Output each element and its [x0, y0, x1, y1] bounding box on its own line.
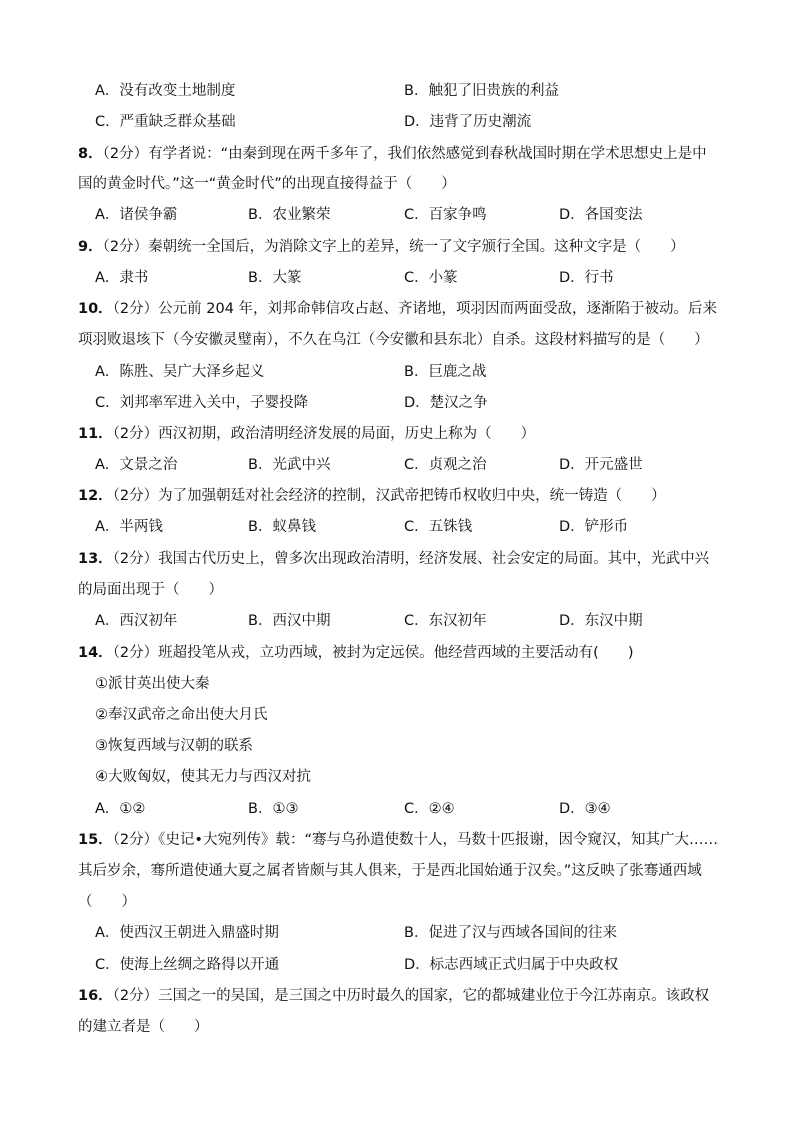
- q9-option-d: D．行书: [559, 270, 614, 286]
- q14-options: [0, 798, 794, 820]
- q8-stem-line2: 国的黄金时代。”这一“黄金时代”的出现直接得益于（ ）: [78, 176, 456, 192]
- q13-option-d: D．东汉中期: [559, 613, 643, 629]
- q10-option-c: C．刘邦率军进入关中，子婴投降: [95, 395, 309, 411]
- q14-item-1-text: ①派甘英出使大秦: [95, 676, 210, 692]
- q15-number: 15．: [78, 832, 113, 848]
- q7-option-d: D．违背了历史潮流: [404, 114, 532, 130]
- q13-options: [0, 610, 794, 632]
- q13-option-c: C．东汉初年: [404, 613, 487, 629]
- q14-option-d: D．③④: [559, 801, 611, 817]
- q15-option-b: B．促进了汉与西域各国间的往来: [404, 925, 617, 941]
- q14-number: 14．: [78, 645, 113, 661]
- q15-option-a: A．使西汉王朝进入鼎盛时期: [95, 925, 279, 941]
- q13-option-a: A．西汉初年: [95, 613, 178, 629]
- q7-option-a: A．没有改变土地制度: [95, 83, 236, 99]
- q7-options-row1: [0, 80, 794, 102]
- q13-stem-line1: [78, 548, 794, 570]
- q10-option-a: A．陈胜、吴广大泽乡起义: [95, 364, 265, 380]
- q15-stem-line2: 其后岁余，骞所遣使通大夏之属者皆颇与其人俱来，于是西北国始通于汉矣。”这反映了张骞通西域: [78, 863, 702, 879]
- q14-item-4-text: ④大败匈奴，使其无力与西汉对抗: [95, 769, 311, 785]
- q11-option-d: D．开元盛世: [559, 457, 643, 473]
- q12-stem-text1: （2分）为了加强朝廷对社会经济的控制，汉武帝把铸币权收归中央，统一铸造（ ）: [112, 488, 666, 504]
- q9-stem-line1: [78, 236, 794, 258]
- q10-stem-text1: （2分）公元前 204 年，刘邦命韩信攻占赵、齐诸地，项羽因而两面受敌，逐渐陷于被动。后来: [112, 301, 718, 317]
- q14-item-3: [0, 735, 794, 757]
- q7-option-c: C．严重缺乏群众基础: [95, 114, 236, 130]
- q15-option-c: C．使海上丝绸之路得以开通: [95, 957, 280, 973]
- q10-option-b: B．巨鹿之战: [404, 364, 487, 380]
- q9-option-c: C．小篆: [404, 270, 458, 286]
- q14-item-3-text: ③恢复西域与汉朝的联系: [95, 738, 253, 754]
- q13-option-b: B．西汉中期: [248, 613, 331, 629]
- q11-stem-text1: （2分）西汉初期，政治清明经济发展的局面，历史上称为（ ）: [112, 426, 536, 442]
- q10-option-d: D．楚汉之争: [404, 395, 488, 411]
- q14-stem-line1: [78, 642, 794, 664]
- q12-number: 12．: [78, 488, 113, 504]
- q10-stem-line1: [78, 298, 794, 320]
- q8-option-c: C．百家争鸣: [404, 207, 487, 223]
- q8-stem-line1: [78, 143, 794, 165]
- q8-stem-text1: （2分）有学者说：“由秦到现在两千多年了，我们依然感觉到春秋战国时期在学术思想史上是中: [102, 146, 707, 162]
- q15-options-row1: [0, 922, 794, 944]
- q11-option-c: C．贞观之治: [404, 457, 487, 473]
- q14-item-2: [0, 704, 794, 726]
- q14-option-b: B．①③: [248, 801, 299, 817]
- q13-stem-text1: （2分）我国古代历史上，曾多次出现政治清明，经济发展、社会安定的局面。其中，光武中兴: [112, 551, 710, 567]
- q13-stem-line2: 的局面出现于（ ）: [78, 582, 223, 598]
- q12-option-c: C．五铢钱: [404, 519, 473, 535]
- q15-option-d: D．标志西域正式归属于中央政权: [404, 957, 619, 973]
- q12-option-b: B．蚁鼻钱: [248, 519, 316, 535]
- q12-option-d: D．铲形币: [559, 519, 629, 535]
- q7-option-b: B．触犯了旧贵族的利益: [404, 83, 559, 99]
- q11-option-a: A．文景之治: [95, 457, 178, 473]
- q8-number: 8．: [78, 146, 103, 162]
- q14-item-1: [0, 673, 794, 695]
- q16-stem-line2: 的建立者是（ ）: [78, 1019, 209, 1035]
- q11-options: [0, 454, 794, 476]
- q8-option-b: B．农业繁荣: [248, 207, 331, 223]
- q8-option-d: D．各国变法: [559, 207, 643, 223]
- q15-stem-line1: [78, 829, 794, 851]
- q9-option-b: B．大篆: [248, 270, 302, 286]
- q10-number: 10．: [78, 301, 113, 317]
- q14-option-a: A．①②: [95, 801, 146, 817]
- q8-option-a: A．诸侯争霸: [95, 207, 178, 223]
- q14-option-c: C．②④: [404, 801, 455, 817]
- q14-stem-text1: （2分）班超投笔从戎，立功西域，被封为定远侯。他经营西域的主要活动有( ): [112, 645, 634, 661]
- q10-options-row2: [0, 392, 794, 414]
- q13-number: 13．: [78, 551, 113, 567]
- q15-options-row2: [0, 954, 794, 976]
- q11-stem-line1: [78, 423, 794, 445]
- q16-stem-line1: [78, 985, 794, 1007]
- q15-stem-text1: （2分）《史记•大宛列传》载：“骞与乌孙遣使数十人，马数十匹报谢，因令窥汉，知其广大……: [112, 832, 718, 848]
- q16-number: 16．: [78, 988, 113, 1004]
- q11-number: 11．: [78, 426, 113, 442]
- q12-option-a: A．半两钱: [95, 519, 163, 535]
- q12-stem-line1: [78, 485, 794, 507]
- q16-stem-text1: （2分）三国之一的吴国，是三国之中历时最久的国家，它的都城建业位于今江苏南京。该政权: [112, 988, 710, 1004]
- q9-options: [0, 267, 794, 289]
- q9-number: 9．: [78, 239, 103, 255]
- q10-options-row1: [0, 361, 794, 383]
- q14-item-2-text: ②奉汉武帝之命出使大月氏: [95, 707, 268, 723]
- q8-options: [0, 204, 794, 226]
- q11-option-b: B．光武中兴: [248, 457, 331, 473]
- q12-options: [0, 516, 794, 538]
- q9-option-a: A．隶书: [95, 270, 149, 286]
- q10-stem-line2: 项羽败退垓下（今安徽灵璧南），不久在乌江（今安徽和县东北）自杀。这段材料描写的是（ ）: [78, 332, 709, 348]
- q14-item-4: [0, 766, 794, 788]
- q9-stem-text1: （2分）秦朝统一全国后，为消除文字上的差异，统一了文字颁行全国。这种文字是（ ）: [102, 239, 685, 255]
- q7-options-row2: [0, 111, 794, 133]
- q15-stem-line3: （ ）: [78, 894, 136, 910]
